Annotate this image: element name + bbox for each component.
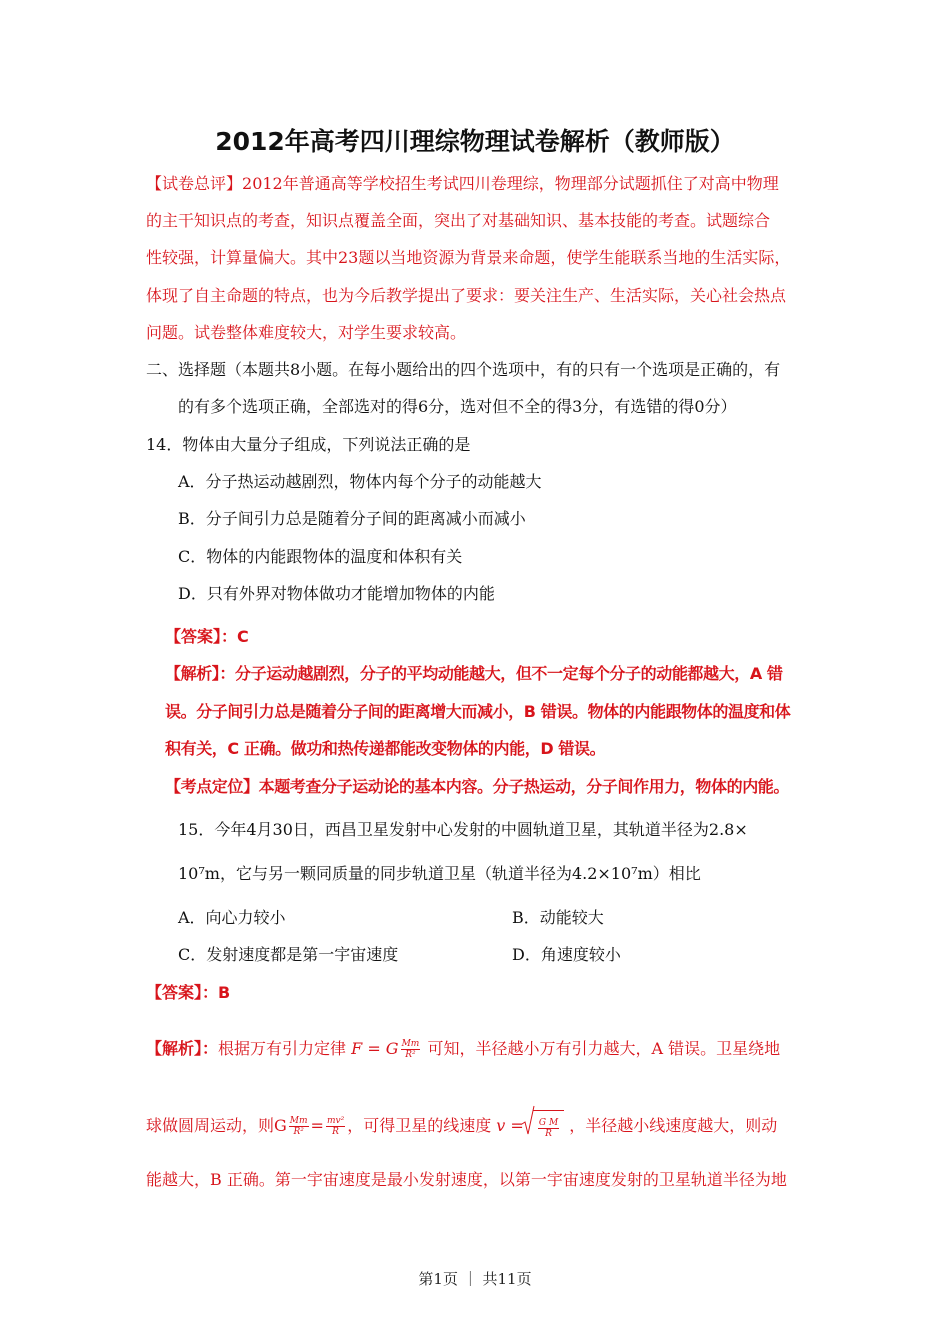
frac-numerator: Mm [401, 1039, 420, 1049]
q15-stem-line-1: 15．今年4月30日，西昌卫星发射中心发射的中圆轨道卫星，其轨道半径为2.8× [178, 820, 748, 839]
q15-analysis-line-1 [146, 1036, 780, 1062]
q14-option-c: C．物体的内能跟物体的温度和体积有关 [178, 547, 463, 566]
summary-label: 【试卷总评】 [146, 174, 243, 193]
q14-key-point-label: 【考点定位】 [165, 777, 259, 796]
q15-option-a: A．向心力较小 [178, 908, 286, 927]
fraction-mm-over-r2 [401, 1039, 421, 1060]
radical-sign-icon [521, 1104, 535, 1138]
section-instructions-line-1: 二、选择题（本题共8小题。在每小题给出的四个选项中，有的只有一个选项是正确的，有 [146, 360, 781, 379]
q14-answer-label: 【答案】： [165, 627, 238, 646]
q15-analysis-label: 【解析】： [146, 1039, 219, 1058]
frac-numerator: mv² [326, 1116, 345, 1126]
q14-option-d: D．只有外界对物体做功才能增加物体的内能 [178, 584, 495, 603]
q14-analysis-label: 【解析】： [165, 664, 236, 683]
formula-velocity: v = [496, 1116, 524, 1135]
summary-line-3: 性较强，计算量偏大。其中23题以当地资源为背景来命题，使学生能联系当地的生活实际， [146, 248, 791, 267]
q15-answer [146, 983, 230, 1003]
q14-stem: 14．物体由大量分子组成，下列说法正确的是 [146, 435, 471, 454]
q15-analysis-text-b3: ，半径越小线速度越大，则动 [569, 1116, 778, 1135]
q15-analysis-line-3: 能越大，B 正确。第一宇宙速度是最小发射速度，以第一宇宙速度发射的卫星轨道半径为地 [146, 1170, 787, 1189]
frac-numerator: Mm [289, 1116, 308, 1126]
summary-line-1 [146, 174, 779, 194]
q15-option-c: C．发射速度都是第一宇宙速度 [178, 945, 399, 964]
square-root [533, 1110, 564, 1143]
fraction-gm-over-r [538, 1118, 559, 1139]
q14-answer-value: C [237, 627, 249, 646]
formula-equals: = [310, 1116, 324, 1135]
frac-denominator: R [545, 1129, 552, 1139]
fraction-mv2-over-r [326, 1116, 345, 1137]
page-footer: 第1页 ｜ 共11页 [418, 1270, 532, 1288]
section-instructions-line-2: 的有多个选项正确，全部选对的得6分，选对但不全的得3分，有选错的得0分） [178, 397, 737, 416]
summary-line-4: 体现了自主命题的特点，也为今后教学提出了要求：要关注生产、生活实际，关心社会热点 [146, 286, 787, 305]
q15-analysis-text-a2: 可知，半径越小万有引力越大，A 错误。卫星绕地 [427, 1039, 781, 1058]
q15-analysis-text-b2: ，可得卫星的线速度 [347, 1116, 492, 1135]
q15-analysis-text-b1: 球做圆周运动，则G [146, 1116, 287, 1135]
q15-analysis-line-2 [146, 1110, 777, 1143]
formula-gravity: F = G [351, 1039, 399, 1058]
q14-analysis-text-1: 分子运动越剧烈，分子的平均动能越大，但不一定每个分子的动能都越大，A 错 [235, 664, 783, 683]
q14-key-point-text: 本题考查分子运动论的基本内容。分子热运动，分子间作用力，物体的内能。 [258, 777, 790, 796]
q15-option-b: B．动能较大 [512, 908, 604, 927]
summary-line-5: 问题。试卷整体难度较大，对学生要求较高。 [146, 323, 467, 342]
summary-line-2: 的主干知识点的考查，知识点覆盖全面，突出了对基础知识、基本技能的考查。试题综合 [146, 211, 771, 230]
summary-text: 2012年普通高等学校招生考试四川卷理综，物理部分试题抓住了对高中物理 [242, 174, 779, 193]
page-title: 2012年高考四川理综物理试卷解析（教师版） [215, 127, 735, 156]
q14-option-b: B．分子间引力总是随着分子间的距离减小而减小 [178, 509, 526, 528]
q14-option-a: A．分子热运动越剧烈，物体内每个分子的动能越大 [178, 472, 542, 491]
q15-answer-value: B [218, 983, 231, 1002]
q14-key-point [165, 777, 789, 797]
fraction-mm-over-r2-b [289, 1116, 309, 1137]
q14-answer [165, 627, 249, 647]
frac-denominator: R [332, 1127, 339, 1137]
q15-stem-line-2: 10⁷m，它与另一颗同质量的同步轨道卫星（轨道半径为4.2×10⁷m）相比 [178, 864, 701, 883]
q15-answer-label: 【答案】： [146, 983, 219, 1002]
frac-denominator: R² [293, 1127, 304, 1137]
frac-denominator: R² [405, 1050, 416, 1060]
q15-option-d: D．角速度较小 [512, 945, 621, 964]
q14-analysis-line-3: 积有关，C 正确。做功和热传递都能改变物体的内能，D 错误。 [165, 739, 606, 758]
q14-analysis-line-1 [165, 664, 783, 684]
q14-analysis-line-2: 误。分子间引力总是随着分子间的距离增大而减小，B 错误。物体的内能跟物体的温度和体 [165, 702, 791, 721]
q15-analysis-text-a1: 根据万有引力定律 [218, 1039, 347, 1058]
frac-numerator: G M [538, 1118, 559, 1128]
